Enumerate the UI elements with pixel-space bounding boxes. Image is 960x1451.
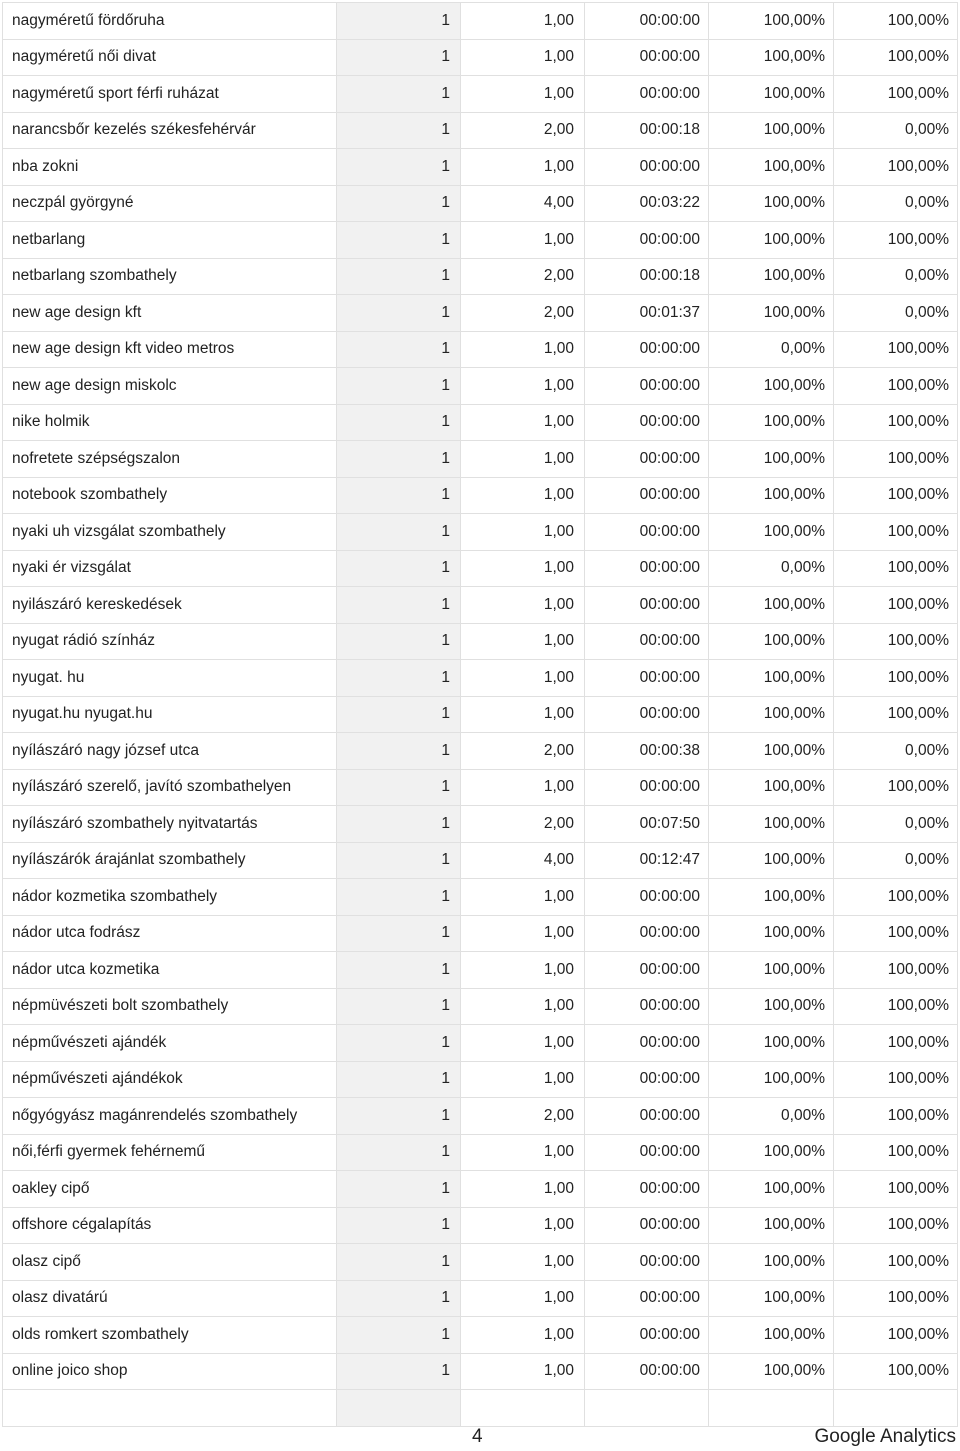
avg-duration-cell: 00:03:22 [585, 185, 709, 222]
bounce-rate-cell: 100,00% [834, 477, 958, 514]
blank-cell [3, 1390, 337, 1427]
keyword-cell: nádor utca fodrász [3, 915, 337, 952]
pages-per-visit-cell: 1,00 [461, 76, 585, 113]
pages-per-visit-cell: 1,00 [461, 1280, 585, 1317]
table-row [3, 149, 958, 186]
visits-cell: 1 [337, 331, 461, 368]
table-row [3, 222, 958, 259]
avg-duration-cell: 00:00:00 [585, 76, 709, 113]
bounce-rate-cell: 0,00% [834, 295, 958, 332]
new-visits-cell: 0,00% [709, 1098, 834, 1135]
blank-cell [709, 1390, 834, 1427]
pages-per-visit-cell: 1,00 [461, 1207, 585, 1244]
pages-per-visit-cell: 1,00 [461, 1171, 585, 1208]
new-visits-cell: 100,00% [709, 1207, 834, 1244]
table-row [3, 1353, 958, 1390]
blank-cell [337, 1390, 461, 1427]
new-visits-cell: 100,00% [709, 3, 834, 40]
pages-per-visit-cell: 1,00 [461, 1317, 585, 1354]
new-visits-cell: 100,00% [709, 1025, 834, 1062]
keyword-cell: notebook szombathely [3, 477, 337, 514]
table-row [3, 623, 958, 660]
new-visits-cell: 100,00% [709, 879, 834, 916]
pages-per-visit-cell: 1,00 [461, 331, 585, 368]
bounce-rate-cell: 100,00% [834, 988, 958, 1025]
bounce-rate-cell: 100,00% [834, 368, 958, 405]
table-row [3, 842, 958, 879]
pages-per-visit-cell: 1,00 [461, 222, 585, 259]
visits-cell: 1 [337, 3, 461, 40]
new-visits-cell: 100,00% [709, 1244, 834, 1281]
page-footer [0, 1424, 960, 1451]
avg-duration-cell: 00:00:18 [585, 112, 709, 149]
avg-duration-cell: 00:00:00 [585, 587, 709, 624]
bounce-rate-cell: 0,00% [834, 112, 958, 149]
avg-duration-cell: 00:00:00 [585, 1207, 709, 1244]
table-row [3, 404, 958, 441]
pages-per-visit-cell: 1,00 [461, 988, 585, 1025]
avg-duration-cell: 00:00:00 [585, 1317, 709, 1354]
avg-duration-cell: 00:00:00 [585, 1353, 709, 1390]
bounce-rate-cell: 100,00% [834, 1353, 958, 1390]
new-visits-cell: 100,00% [709, 368, 834, 405]
visits-cell: 1 [337, 1280, 461, 1317]
keyword-cell: nyaki uh vizsgálat szombathely [3, 514, 337, 551]
pages-per-visit-cell: 1,00 [461, 550, 585, 587]
table-row [3, 1317, 958, 1354]
table-row [3, 733, 958, 770]
bounce-rate-cell: 100,00% [834, 550, 958, 587]
blank-cell [461, 1390, 585, 1427]
avg-duration-cell: 00:00:00 [585, 550, 709, 587]
page-number: 4 [472, 1426, 483, 1447]
keyword-cell: olds romkert szombathely [3, 1317, 337, 1354]
keyword-cell: népművészeti ajándékok [3, 1061, 337, 1098]
new-visits-cell: 100,00% [709, 477, 834, 514]
table-row [3, 587, 958, 624]
visits-cell: 1 [337, 368, 461, 405]
visits-cell: 1 [337, 149, 461, 186]
pages-per-visit-cell: 1,00 [461, 477, 585, 514]
bounce-rate-cell: 100,00% [834, 879, 958, 916]
pages-per-visit-cell: 1,00 [461, 769, 585, 806]
avg-duration-cell: 00:00:00 [585, 915, 709, 952]
bounce-rate-cell: 100,00% [834, 1098, 958, 1135]
avg-duration-cell: 00:01:37 [585, 295, 709, 332]
new-visits-cell: 100,00% [709, 842, 834, 879]
visits-cell: 1 [337, 39, 461, 76]
visits-cell: 1 [337, 295, 461, 332]
table-row [3, 696, 958, 733]
table-row [3, 1025, 958, 1062]
new-visits-cell: 100,00% [709, 1171, 834, 1208]
keyword-cell: nádor utca kozmetika [3, 952, 337, 989]
avg-duration-cell: 00:00:00 [585, 952, 709, 989]
new-visits-cell: 100,00% [709, 623, 834, 660]
visits-cell: 1 [337, 477, 461, 514]
visits-cell: 1 [337, 806, 461, 843]
bounce-rate-cell: 100,00% [834, 441, 958, 478]
keyword-cell: nagyméretű fördőruha [3, 3, 337, 40]
new-visits-cell: 100,00% [709, 660, 834, 697]
keyword-cell: nba zokni [3, 149, 337, 186]
pages-per-visit-cell: 2,00 [461, 1098, 585, 1135]
pages-per-visit-cell: 2,00 [461, 295, 585, 332]
avg-duration-cell: 00:00:00 [585, 331, 709, 368]
keyword-cell: nike holmik [3, 404, 337, 441]
bounce-rate-cell: 0,00% [834, 806, 958, 843]
table-row-blank [3, 1390, 958, 1427]
visits-cell: 1 [337, 842, 461, 879]
pages-per-visit-cell: 1,00 [461, 3, 585, 40]
new-visits-cell: 0,00% [709, 331, 834, 368]
visits-cell: 1 [337, 258, 461, 295]
bounce-rate-cell: 0,00% [834, 185, 958, 222]
avg-duration-cell: 00:00:00 [585, 1171, 709, 1208]
keyword-cell: nyugat rádió színház [3, 623, 337, 660]
pages-per-visit-cell: 1,00 [461, 1244, 585, 1281]
table-body [3, 3, 958, 1427]
keyword-cell: offshore cégalapítás [3, 1207, 337, 1244]
pages-per-visit-cell: 4,00 [461, 185, 585, 222]
table-row [3, 514, 958, 551]
visits-cell: 1 [337, 514, 461, 551]
visits-cell: 1 [337, 1171, 461, 1208]
bounce-rate-cell: 0,00% [834, 733, 958, 770]
visits-cell: 1 [337, 988, 461, 1025]
new-visits-cell: 100,00% [709, 1353, 834, 1390]
pages-per-visit-cell: 1,00 [461, 441, 585, 478]
pages-per-visit-cell: 1,00 [461, 879, 585, 916]
visits-cell: 1 [337, 915, 461, 952]
visits-cell: 1 [337, 623, 461, 660]
keyword-cell: nofretete szépségszalon [3, 441, 337, 478]
bounce-rate-cell: 100,00% [834, 514, 958, 551]
avg-duration-cell: 00:00:00 [585, 623, 709, 660]
avg-duration-cell: 00:00:00 [585, 3, 709, 40]
bounce-rate-cell: 100,00% [834, 39, 958, 76]
new-visits-cell: 100,00% [709, 441, 834, 478]
new-visits-cell: 100,00% [709, 769, 834, 806]
table-row [3, 1207, 958, 1244]
new-visits-cell: 100,00% [709, 1317, 834, 1354]
new-visits-cell: 100,00% [709, 258, 834, 295]
keyword-report-table [2, 2, 958, 1427]
visits-cell: 1 [337, 76, 461, 113]
bounce-rate-cell: 100,00% [834, 696, 958, 733]
avg-duration-cell: 00:12:47 [585, 842, 709, 879]
visits-cell: 1 [337, 222, 461, 259]
visits-cell: 1 [337, 733, 461, 770]
pages-per-visit-cell: 1,00 [461, 1134, 585, 1171]
avg-duration-cell: 00:00:00 [585, 696, 709, 733]
table-row [3, 915, 958, 952]
keyword-cell: new age design kft video metros [3, 331, 337, 368]
keyword-cell: nyílászáró szerelő, javító szombathelyen [3, 769, 337, 806]
bounce-rate-cell: 100,00% [834, 623, 958, 660]
new-visits-cell: 100,00% [709, 185, 834, 222]
bounce-rate-cell: 0,00% [834, 258, 958, 295]
table-row [3, 3, 958, 40]
bounce-rate-cell: 100,00% [834, 1207, 958, 1244]
visits-cell: 1 [337, 769, 461, 806]
table-row [3, 258, 958, 295]
new-visits-cell: 100,00% [709, 112, 834, 149]
keyword-cell: nagyméretű női divat [3, 39, 337, 76]
keyword-cell: nyílászáró nagy józsef utca [3, 733, 337, 770]
new-visits-cell: 0,00% [709, 550, 834, 587]
new-visits-cell: 100,00% [709, 514, 834, 551]
visits-cell: 1 [337, 1353, 461, 1390]
table-row [3, 1244, 958, 1281]
keyword-cell: népmüvészeti bolt szombathely [3, 988, 337, 1025]
bounce-rate-cell: 100,00% [834, 76, 958, 113]
pages-per-visit-cell: 1,00 [461, 1353, 585, 1390]
pages-per-visit-cell: 1,00 [461, 1061, 585, 1098]
table-row [3, 1171, 958, 1208]
visits-cell: 1 [337, 1244, 461, 1281]
table-row [3, 988, 958, 1025]
bounce-rate-cell: 100,00% [834, 1280, 958, 1317]
pages-per-visit-cell: 1,00 [461, 404, 585, 441]
visits-cell: 1 [337, 1134, 461, 1171]
new-visits-cell: 100,00% [709, 587, 834, 624]
avg-duration-cell: 00:00:00 [585, 477, 709, 514]
pages-per-visit-cell: 2,00 [461, 806, 585, 843]
keyword-cell: new age design kft [3, 295, 337, 332]
table-row [3, 550, 958, 587]
visits-cell: 1 [337, 587, 461, 624]
avg-duration-cell: 00:00:38 [585, 733, 709, 770]
pages-per-visit-cell: 1,00 [461, 660, 585, 697]
bounce-rate-cell: 100,00% [834, 222, 958, 259]
keyword-cell: nyaki ér vizsgálat [3, 550, 337, 587]
visits-cell: 1 [337, 441, 461, 478]
table-row [3, 368, 958, 405]
pages-per-visit-cell: 1,00 [461, 696, 585, 733]
visits-cell: 1 [337, 1061, 461, 1098]
avg-duration-cell: 00:00:18 [585, 258, 709, 295]
avg-duration-cell: 00:00:00 [585, 988, 709, 1025]
table-row [3, 477, 958, 514]
pages-per-visit-cell: 2,00 [461, 112, 585, 149]
table-row [3, 185, 958, 222]
new-visits-cell: 100,00% [709, 1134, 834, 1171]
visits-cell: 1 [337, 1317, 461, 1354]
avg-duration-cell: 00:00:00 [585, 222, 709, 259]
keyword-cell: nyugat.hu nyugat.hu [3, 696, 337, 733]
keyword-cell: netbarlang [3, 222, 337, 259]
pages-per-visit-cell: 2,00 [461, 258, 585, 295]
visits-cell: 1 [337, 550, 461, 587]
pages-per-visit-cell: 1,00 [461, 149, 585, 186]
brand-label: Google Analytics [814, 1426, 956, 1447]
keyword-report-table-wrapper [2, 2, 957, 1427]
pages-per-visit-cell: 1,00 [461, 952, 585, 989]
table-row [3, 769, 958, 806]
table-row [3, 441, 958, 478]
pages-per-visit-cell: 1,00 [461, 514, 585, 551]
avg-duration-cell: 00:00:00 [585, 1025, 709, 1062]
pages-per-visit-cell: 4,00 [461, 842, 585, 879]
bounce-rate-cell: 100,00% [834, 1171, 958, 1208]
bounce-rate-cell: 100,00% [834, 404, 958, 441]
visits-cell: 1 [337, 1098, 461, 1135]
avg-duration-cell: 00:00:00 [585, 1134, 709, 1171]
bounce-rate-cell: 100,00% [834, 1317, 958, 1354]
new-visits-cell: 100,00% [709, 696, 834, 733]
table-row [3, 112, 958, 149]
bounce-rate-cell: 100,00% [834, 952, 958, 989]
visits-cell: 1 [337, 696, 461, 733]
keyword-cell: nyílászáró szombathely nyitvatartás [3, 806, 337, 843]
bounce-rate-cell: 100,00% [834, 1025, 958, 1062]
new-visits-cell: 100,00% [709, 1061, 834, 1098]
keyword-cell: olasz cipő [3, 1244, 337, 1281]
bounce-rate-cell: 100,00% [834, 660, 958, 697]
new-visits-cell: 100,00% [709, 295, 834, 332]
keyword-cell: new age design miskolc [3, 368, 337, 405]
bounce-rate-cell: 0,00% [834, 842, 958, 879]
avg-duration-cell: 00:00:00 [585, 514, 709, 551]
new-visits-cell: 100,00% [709, 952, 834, 989]
new-visits-cell: 100,00% [709, 404, 834, 441]
new-visits-cell: 100,00% [709, 39, 834, 76]
new-visits-cell: 100,00% [709, 915, 834, 952]
visits-cell: 1 [337, 952, 461, 989]
avg-duration-cell: 00:00:00 [585, 368, 709, 405]
visits-cell: 1 [337, 404, 461, 441]
avg-duration-cell: 00:00:00 [585, 39, 709, 76]
pages-per-visit-cell: 1,00 [461, 1025, 585, 1062]
pages-per-visit-cell: 2,00 [461, 733, 585, 770]
new-visits-cell: 100,00% [709, 149, 834, 186]
bounce-rate-cell: 100,00% [834, 915, 958, 952]
bounce-rate-cell: 100,00% [834, 149, 958, 186]
avg-duration-cell: 00:00:00 [585, 1244, 709, 1281]
avg-duration-cell: 00:00:00 [585, 660, 709, 697]
blank-cell [834, 1390, 958, 1427]
avg-duration-cell: 00:00:00 [585, 879, 709, 916]
visits-cell: 1 [337, 1207, 461, 1244]
keyword-cell: narancsbőr kezelés székesfehérvár [3, 112, 337, 149]
keyword-cell: olasz divatárú [3, 1280, 337, 1317]
new-visits-cell: 100,00% [709, 733, 834, 770]
table-row [3, 76, 958, 113]
avg-duration-cell: 00:00:00 [585, 769, 709, 806]
new-visits-cell: 100,00% [709, 222, 834, 259]
table-row [3, 952, 958, 989]
visits-cell: 1 [337, 1025, 461, 1062]
pages-per-visit-cell: 1,00 [461, 915, 585, 952]
keyword-cell: nyílászárók árajánlat szombathely [3, 842, 337, 879]
keyword-cell: nőgyógyász magánrendelés szombathely [3, 1098, 337, 1135]
keyword-cell: online joico shop [3, 1353, 337, 1390]
table-row [3, 331, 958, 368]
table-row [3, 879, 958, 916]
bounce-rate-cell: 100,00% [834, 1244, 958, 1281]
pages-per-visit-cell: 1,00 [461, 39, 585, 76]
table-row [3, 660, 958, 697]
keyword-cell: női,férfi gyermek fehérnemű [3, 1134, 337, 1171]
bounce-rate-cell: 100,00% [834, 769, 958, 806]
avg-duration-cell: 00:00:00 [585, 149, 709, 186]
blank-cell [585, 1390, 709, 1427]
keyword-cell: nyilászáró kereskedések [3, 587, 337, 624]
avg-duration-cell: 00:07:50 [585, 806, 709, 843]
table-row [3, 39, 958, 76]
keyword-cell: népművészeti ajándék [3, 1025, 337, 1062]
avg-duration-cell: 00:00:00 [585, 441, 709, 478]
avg-duration-cell: 00:00:00 [585, 1280, 709, 1317]
visits-cell: 1 [337, 660, 461, 697]
bounce-rate-cell: 100,00% [834, 1134, 958, 1171]
new-visits-cell: 100,00% [709, 806, 834, 843]
keyword-cell: nyugat. hu [3, 660, 337, 697]
avg-duration-cell: 00:00:00 [585, 404, 709, 441]
pages-per-visit-cell: 1,00 [461, 623, 585, 660]
avg-duration-cell: 00:00:00 [585, 1061, 709, 1098]
keyword-cell: nagyméretű sport férfi ruházat [3, 76, 337, 113]
bounce-rate-cell: 100,00% [834, 3, 958, 40]
pages-per-visit-cell: 1,00 [461, 368, 585, 405]
visits-cell: 1 [337, 185, 461, 222]
keyword-cell: nádor kozmetika szombathely [3, 879, 337, 916]
table-row [3, 1134, 958, 1171]
keyword-cell: neczpál györgyné [3, 185, 337, 222]
table-row [3, 1280, 958, 1317]
bounce-rate-cell: 100,00% [834, 587, 958, 624]
table-row [3, 295, 958, 332]
new-visits-cell: 100,00% [709, 76, 834, 113]
pages-per-visit-cell: 1,00 [461, 587, 585, 624]
visits-cell: 1 [337, 112, 461, 149]
table-row [3, 806, 958, 843]
visits-cell: 1 [337, 879, 461, 916]
keyword-cell: netbarlang szombathely [3, 258, 337, 295]
table-row [3, 1061, 958, 1098]
new-visits-cell: 100,00% [709, 988, 834, 1025]
bounce-rate-cell: 100,00% [834, 1061, 958, 1098]
new-visits-cell: 100,00% [709, 1280, 834, 1317]
table-row [3, 1098, 958, 1135]
bounce-rate-cell: 100,00% [834, 331, 958, 368]
avg-duration-cell: 00:00:00 [585, 1098, 709, 1135]
keyword-cell: oakley cipő [3, 1171, 337, 1208]
